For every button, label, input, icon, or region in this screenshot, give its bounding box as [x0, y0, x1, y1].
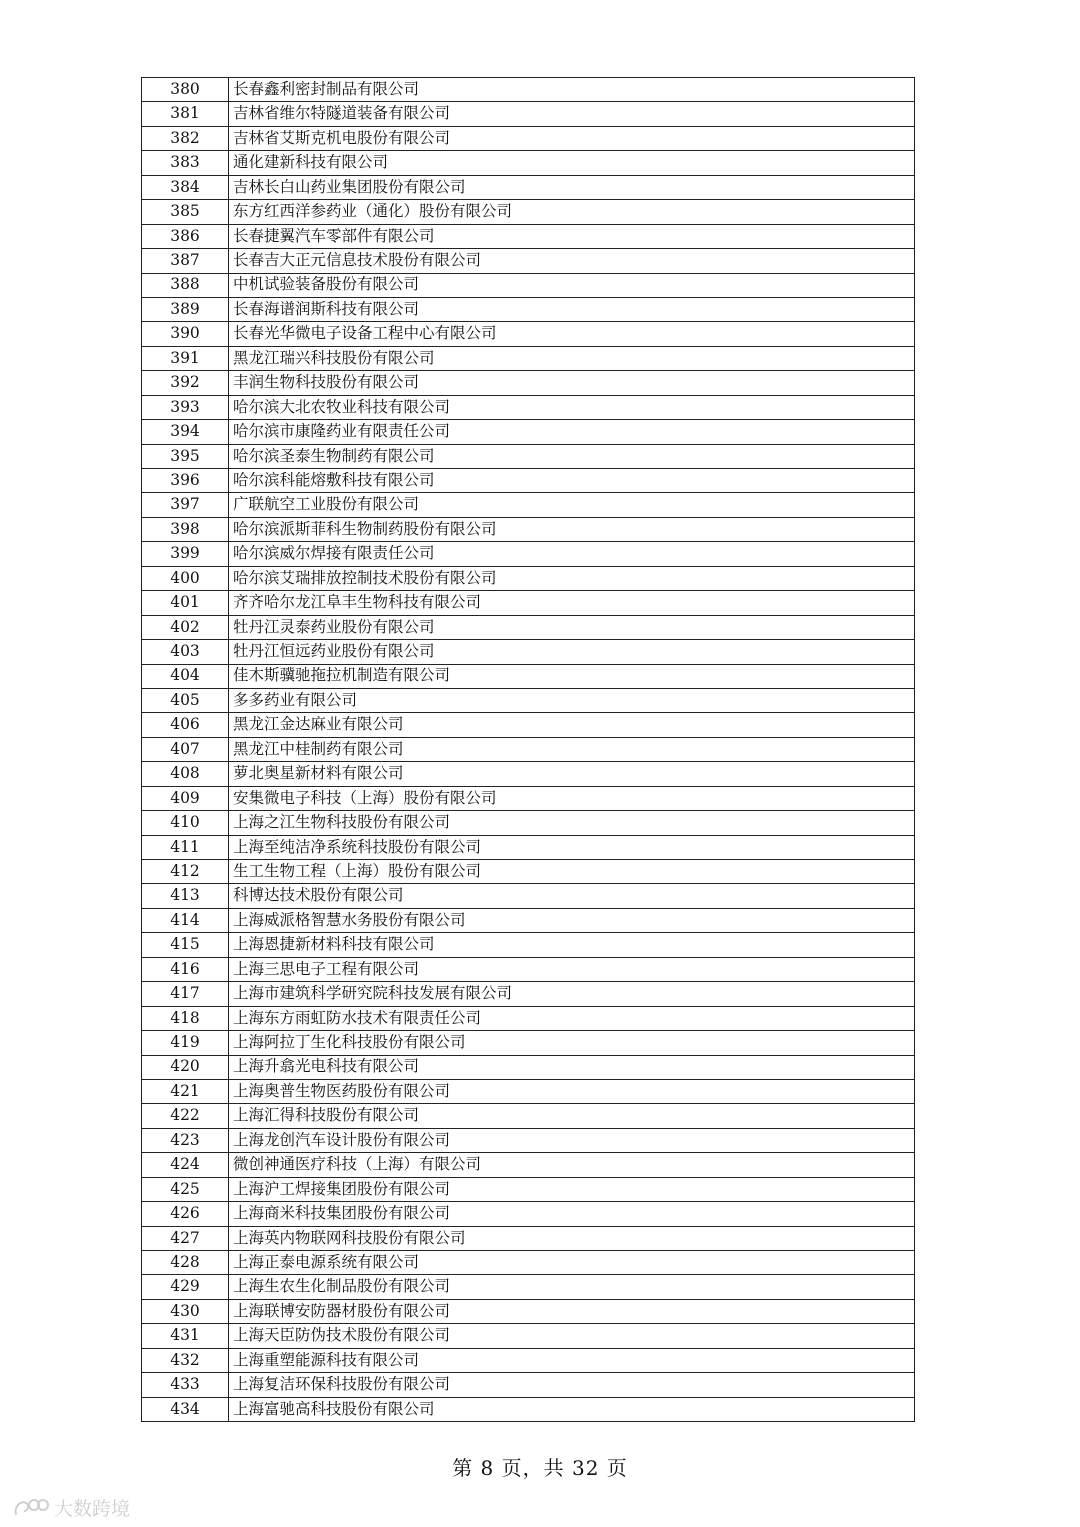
company-name: 佳木斯骥驰拖拉机制造有限公司 — [229, 664, 915, 688]
company-name: 长春捷翼汽车零部件有限公司 — [229, 224, 915, 248]
row-number: 398 — [142, 517, 229, 541]
company-name: 微创神通医疗科技（上海）有限公司 — [229, 1153, 915, 1177]
table-row — [142, 713, 915, 737]
table-row — [142, 346, 915, 370]
watermark-text: 大数跨境 — [54, 1498, 131, 1520]
company-name: 哈尔滨圣泰生物制药有限公司 — [229, 444, 915, 468]
table-row — [142, 542, 915, 566]
table-row — [142, 1153, 915, 1177]
company-name: 黑龙江瑞兴科技股份有限公司 — [229, 346, 915, 370]
row-number: 389 — [142, 297, 229, 321]
company-name: 广联航空工业股份有限公司 — [229, 493, 915, 517]
table-row — [142, 151, 915, 175]
table-row — [142, 322, 915, 346]
table-row — [142, 786, 915, 810]
row-number: 415 — [142, 933, 229, 957]
row-number: 431 — [142, 1324, 229, 1348]
company-name: 上海奥普生物医药股份有限公司 — [229, 1079, 915, 1103]
table-row — [142, 420, 915, 444]
company-name: 上海升翕光电科技有限公司 — [229, 1055, 915, 1079]
row-number: 395 — [142, 444, 229, 468]
company-name: 吉林长白山药业集团股份有限公司 — [229, 175, 915, 199]
watermark — [12, 1494, 130, 1521]
company-name: 上海沪工焊接集团股份有限公司 — [229, 1177, 915, 1201]
company-name: 上海联博安防器材股份有限公司 — [229, 1299, 915, 1323]
table-row — [142, 1348, 915, 1372]
row-number: 413 — [142, 884, 229, 908]
table-row — [142, 1226, 915, 1250]
row-number: 419 — [142, 1031, 229, 1055]
company-name: 通化建新科技有限公司 — [229, 151, 915, 175]
company-name: 上海至纯洁净系统科技股份有限公司 — [229, 835, 915, 859]
table-row — [142, 200, 915, 224]
table-row — [142, 737, 915, 761]
row-number: 414 — [142, 908, 229, 932]
row-number: 427 — [142, 1226, 229, 1250]
table-row — [142, 1006, 915, 1030]
company-name: 上海正泰电源系统有限公司 — [229, 1251, 915, 1275]
table-row — [142, 664, 915, 688]
row-number: 425 — [142, 1177, 229, 1201]
brand-logo-icon — [12, 1497, 50, 1519]
company-name: 上海复洁环保科技股份有限公司 — [229, 1373, 915, 1397]
table-row — [142, 1373, 915, 1397]
row-number: 417 — [142, 982, 229, 1006]
table-row — [142, 884, 915, 908]
table-row — [142, 78, 915, 102]
row-number: 433 — [142, 1373, 229, 1397]
row-number: 407 — [142, 737, 229, 761]
table-row — [142, 908, 915, 932]
table-row — [142, 1031, 915, 1055]
row-number: 386 — [142, 224, 229, 248]
company-name: 长春海谱润斯科技有限公司 — [229, 297, 915, 321]
row-number: 388 — [142, 273, 229, 297]
row-number: 400 — [142, 566, 229, 590]
row-number: 382 — [142, 126, 229, 150]
table-row — [142, 688, 915, 712]
company-name: 上海英内物联网科技股份有限公司 — [229, 1226, 915, 1250]
row-number: 424 — [142, 1153, 229, 1177]
row-number: 405 — [142, 688, 229, 712]
company-name: 长春光华微电子设备工程中心有限公司 — [229, 322, 915, 346]
table-row — [142, 591, 915, 615]
table-row — [142, 175, 915, 199]
company-name: 牡丹江灵泰药业股份有限公司 — [229, 615, 915, 639]
row-number: 390 — [142, 322, 229, 346]
table-row — [142, 566, 915, 590]
table-row — [142, 469, 915, 493]
company-name: 哈尔滨艾瑞排放控制技术股份有限公司 — [229, 566, 915, 590]
row-number: 403 — [142, 640, 229, 664]
row-number: 428 — [142, 1251, 229, 1275]
table-row — [142, 517, 915, 541]
company-name: 上海三思电子工程有限公司 — [229, 957, 915, 981]
row-number: 416 — [142, 957, 229, 981]
row-number: 426 — [142, 1202, 229, 1226]
company-name: 上海汇得科技股份有限公司 — [229, 1104, 915, 1128]
table-row — [142, 1128, 915, 1152]
row-number: 392 — [142, 371, 229, 395]
row-number: 391 — [142, 346, 229, 370]
company-name: 上海恩捷新材料科技有限公司 — [229, 933, 915, 957]
company-name: 黑龙江中桂制药有限公司 — [229, 737, 915, 761]
row-number: 422 — [142, 1104, 229, 1128]
company-name: 上海天臣防伪技术股份有限公司 — [229, 1324, 915, 1348]
table-row — [142, 1104, 915, 1128]
company-name: 上海重塑能源科技有限公司 — [229, 1348, 915, 1372]
table-row — [142, 1079, 915, 1103]
company-name: 科博达技术股份有限公司 — [229, 884, 915, 908]
table-row — [142, 1324, 915, 1348]
company-name: 上海富驰高科技股份有限公司 — [229, 1397, 915, 1421]
table-row — [142, 811, 915, 835]
row-number: 396 — [142, 469, 229, 493]
row-number: 394 — [142, 420, 229, 444]
table-row — [142, 1397, 915, 1421]
row-number: 385 — [142, 200, 229, 224]
table-row — [142, 273, 915, 297]
company-name: 哈尔滨市康隆药业有限责任公司 — [229, 420, 915, 444]
company-name: 吉林省维尔特隧道装备有限公司 — [229, 102, 915, 126]
company-name: 中机试验装备股份有限公司 — [229, 273, 915, 297]
row-number: 384 — [142, 175, 229, 199]
company-name: 东方红西洋参药业（通化）股份有限公司 — [229, 200, 915, 224]
row-number: 418 — [142, 1006, 229, 1030]
row-number: 408 — [142, 762, 229, 786]
company-name: 上海阿拉丁生化科技股份有限公司 — [229, 1031, 915, 1055]
table-row — [142, 1202, 915, 1226]
company-name: 哈尔滨大北农牧业科技有限公司 — [229, 395, 915, 419]
row-number: 411 — [142, 835, 229, 859]
company-name: 上海东方雨虹防水技术有限责任公司 — [229, 1006, 915, 1030]
company-name: 上海威派格智慧水务股份有限公司 — [229, 908, 915, 932]
row-number: 420 — [142, 1055, 229, 1079]
table-row — [142, 1055, 915, 1079]
company-name: 生工生物工程（上海）股份有限公司 — [229, 860, 915, 884]
row-number: 397 — [142, 493, 229, 517]
company-name: 丰润生物科技股份有限公司 — [229, 371, 915, 395]
company-table — [141, 77, 915, 1422]
company-name: 牡丹江恒远药业股份有限公司 — [229, 640, 915, 664]
row-number: 401 — [142, 591, 229, 615]
table-row — [142, 640, 915, 664]
company-name: 齐齐哈尔龙江阜丰生物科技有限公司 — [229, 591, 915, 615]
company-name: 上海龙创汽车设计股份有限公司 — [229, 1128, 915, 1152]
company-name: 长春吉大正元信息技术股份有限公司 — [229, 249, 915, 273]
company-name: 哈尔滨科能熔敷科技有限公司 — [229, 469, 915, 493]
company-name: 上海商米科技集团股份有限公司 — [229, 1202, 915, 1226]
row-number: 429 — [142, 1275, 229, 1299]
row-number: 409 — [142, 786, 229, 810]
table-row — [142, 126, 915, 150]
row-number: 421 — [142, 1079, 229, 1103]
table-row — [142, 444, 915, 468]
table-row — [142, 395, 915, 419]
company-name: 萝北奥星新材料有限公司 — [229, 762, 915, 786]
table-row — [142, 249, 915, 273]
company-name: 哈尔滨派斯菲科生物制药股份有限公司 — [229, 517, 915, 541]
row-number: 434 — [142, 1397, 229, 1421]
table-row — [142, 493, 915, 517]
table-row — [142, 224, 915, 248]
table-row — [142, 1299, 915, 1323]
company-name: 上海之江生物科技股份有限公司 — [229, 811, 915, 835]
row-number: 380 — [142, 78, 229, 102]
table-row — [142, 1275, 915, 1299]
row-number: 406 — [142, 713, 229, 737]
row-number: 412 — [142, 860, 229, 884]
company-name: 长春鑫利密封制品有限公司 — [229, 78, 915, 102]
company-name: 安集微电子科技（上海）股份有限公司 — [229, 786, 915, 810]
company-name: 哈尔滨威尔焊接有限责任公司 — [229, 542, 915, 566]
company-name: 上海生农生化制品股份有限公司 — [229, 1275, 915, 1299]
table-row — [142, 860, 915, 884]
table-row — [142, 371, 915, 395]
row-number: 404 — [142, 664, 229, 688]
company-name: 吉林省艾斯克机电股份有限公司 — [229, 126, 915, 150]
row-number: 381 — [142, 102, 229, 126]
table-row — [142, 297, 915, 321]
row-number: 410 — [142, 811, 229, 835]
table-row — [142, 615, 915, 639]
row-number: 387 — [142, 249, 229, 273]
row-number: 423 — [142, 1128, 229, 1152]
row-number: 393 — [142, 395, 229, 419]
row-number: 383 — [142, 151, 229, 175]
page-footer: 第 8 页，共 32 页 — [452, 1456, 628, 1480]
table-row — [142, 1177, 915, 1201]
table-row — [142, 835, 915, 859]
company-name: 上海市建筑科学研究院科技发展有限公司 — [229, 982, 915, 1006]
row-number: 402 — [142, 615, 229, 639]
table-row — [142, 957, 915, 981]
company-name: 多多药业有限公司 — [229, 688, 915, 712]
table-row — [142, 762, 915, 786]
row-number: 430 — [142, 1299, 229, 1323]
table-row — [142, 1251, 915, 1275]
table-row — [142, 982, 915, 1006]
table-row — [142, 102, 915, 126]
table-body — [142, 78, 915, 1422]
row-number: 399 — [142, 542, 229, 566]
row-number: 432 — [142, 1348, 229, 1372]
company-name: 黑龙江金达麻业有限公司 — [229, 713, 915, 737]
table-row — [142, 933, 915, 957]
